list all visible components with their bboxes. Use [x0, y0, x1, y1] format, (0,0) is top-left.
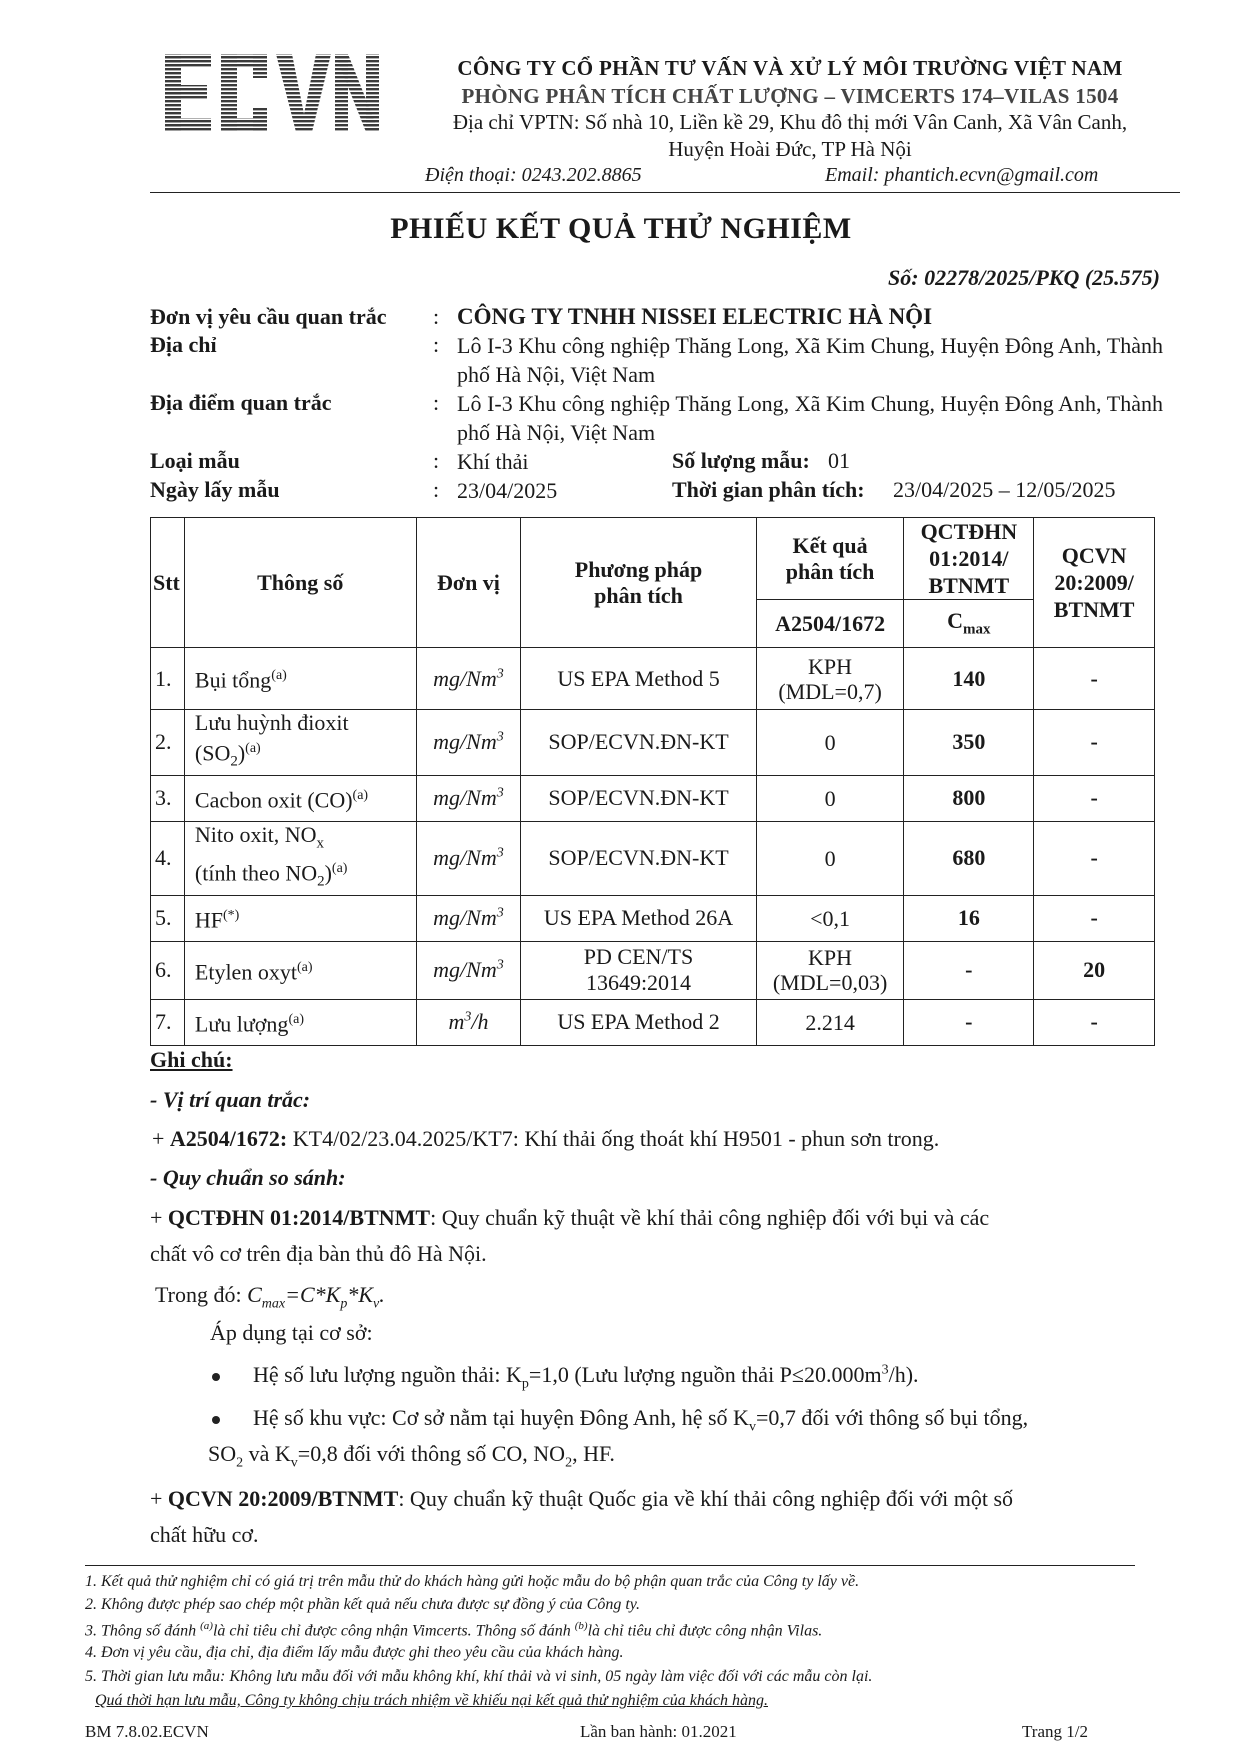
lab-name: PHÒNG PHÂN TÍCH CHẤT LƯỢNG – VIMCERTS 174–VILAS 1504 [461, 84, 1119, 108]
unit-sup: 3 [496, 958, 504, 973]
footnote-divider [85, 1565, 1135, 1566]
header-qc1-line1: QCTĐHN [920, 519, 1018, 544]
result-value-2: (MDL=0,03) [772, 970, 888, 996]
qc2-limit: - [1090, 665, 1098, 691]
unit-sup: 3 [464, 1010, 472, 1025]
result-value: 0 [824, 845, 836, 871]
stt-value: 7. [155, 1009, 172, 1035]
footnote-5: 5. Thời gian lưu mẫu: Không lưu mẫu đối với mẫu không khí, khí thải và vi sinh, 05 ngày làm việc đối với các mẫu còn lại. [85, 1668, 873, 1685]
bullet-2-text-2: $SO_2$ và $K_v=0,8$ đối với thông số CO, $NO_2$, HF. [208, 1441, 615, 1471]
sample-date-value: 23/04/2025 [457, 478, 558, 503]
header-result-line2: phân tích [785, 558, 875, 584]
cell-result [756, 895, 904, 941]
stt-value: 3. [155, 785, 172, 811]
bullet-1 [212, 1373, 220, 1381]
qc2-limit: 20 [1083, 957, 1106, 983]
address-line-1: Địa chỉ VPTN: Số nhà 10, Liền kề 29, Khu đô thị mới Vân Canh, Xã Vân Canh, [452, 110, 1128, 134]
unit-value: mg/Nm [433, 845, 497, 871]
method-value: SOP/ECVN.ĐN-KT [548, 729, 729, 755]
result-value: KPH [808, 945, 853, 971]
bullet-2 [212, 1416, 220, 1424]
sample-date-label: Ngày lấy mẫu [150, 477, 280, 502]
qc1-limit: - [965, 957, 973, 983]
cell-method [521, 895, 756, 941]
header-qc1-line3: BTNMT [928, 573, 1010, 598]
param-sup: (a) [352, 788, 369, 804]
cell-method [521, 775, 756, 821]
cell-param [184, 895, 416, 941]
footnote-4: 4. Đơn vị yêu cầu, địa chỉ, địa điểm lấy mẫu được ghi theo yêu cầu của khách hàng. [85, 1644, 624, 1661]
qc1-limit: 350 [952, 729, 986, 755]
param-name: Cacbon oxit (CO) [194, 787, 353, 813]
document-number: Số: 02278/2025/PKQ (25.575) [888, 265, 1160, 290]
address-line-2: Huyện Hoài Đức, TP Hà Nội [668, 137, 912, 161]
qc2-line2: chất hữu cơ. [150, 1522, 259, 1547]
site-value: Lô I-3 Khu công nghiệp Thăng Long, Xã Kim Chung, Huyện Đông Anh, Thành phố Hà Nội, Việt Nam [457, 391, 1163, 445]
cell-stt [151, 775, 185, 821]
cell-qc2 [1034, 941, 1155, 999]
param-name-2: (SO [194, 740, 231, 766]
page-number: Trang 1/2 [1022, 1722, 1088, 1741]
qc1-limit: 800 [952, 785, 986, 811]
site-label: Địa điểm quan trắc [150, 390, 332, 415]
param-name: Lưu lượng [194, 1011, 289, 1037]
cell-param [184, 710, 416, 776]
qc2-limit: - [1090, 845, 1098, 871]
logo-text: ECVN [163, 52, 166, 53]
requester-label: Đơn vị yêu cầu quan trắc [150, 304, 387, 329]
cell-param [184, 999, 416, 1045]
qc1-limit: 140 [952, 665, 986, 691]
sample-count-value: 01 [828, 448, 850, 473]
location-text: KT4/02/23.04.2025/KT7: Khí thải ống thoát khí H9501 - phun sơn trong. [287, 1126, 940, 1151]
sample-count-label: Số lượng mẫu: [672, 448, 810, 473]
table-row [151, 710, 1155, 776]
issue-number: Lần ban hành: 01.2021 [580, 1722, 737, 1741]
table-row [151, 895, 1155, 941]
cell-qc2 [1034, 775, 1155, 821]
location-heading: - Vị trí quan trắc: [150, 1087, 311, 1112]
cell-qc2 [1034, 710, 1155, 776]
analysis-time-value: 23/04/2025 – 12/05/2025 [893, 477, 1116, 502]
unit-sup: 3 [496, 845, 504, 861]
param-name: Etylen oxyt [194, 959, 297, 985]
header-result-line1: Kết quả [792, 532, 868, 558]
param-end: ) [237, 740, 246, 766]
results-table [150, 517, 1155, 1046]
cell-result [756, 648, 904, 710]
cell-unit [416, 710, 521, 776]
cmax-sub: max [963, 621, 991, 638]
colon: : [433, 304, 440, 329]
plus: + [150, 1486, 168, 1511]
sample-type-value: Khí thải [457, 449, 529, 474]
formula: $C_{max}=C*K_p*K_v$. [247, 1282, 385, 1312]
param-sup: (a) [271, 668, 287, 684]
cmax-label: C [947, 608, 964, 634]
cell-qc2 [1034, 821, 1155, 895]
bullet-1-text: Hệ số lưu lượng nguồn thải: $K_p=1,0$ (Lưu lượng nguồn thải $P\le 20.000m^3/h$). [253, 1362, 919, 1392]
param-name: HF [194, 907, 224, 933]
table-row [151, 648, 1155, 710]
unit-value: m [448, 1009, 465, 1035]
param-sub-2: 2 [230, 753, 238, 770]
qc1-text1: : Quy chuẩn kỹ thuật về khí thải công nghiệp đối với bụi và các [430, 1205, 990, 1230]
qc1-line [150, 1205, 1155, 1231]
standard-heading: - Quy chuẩn so sánh: [150, 1165, 346, 1190]
cell-method [521, 941, 756, 999]
cell-qc2 [1034, 648, 1155, 710]
table-row [151, 775, 1155, 821]
cell-stt [151, 941, 185, 999]
param-name: Lưu huỳnh đioxit [194, 710, 349, 735]
cell-method [521, 999, 756, 1045]
header-method-line2: phân tích [594, 582, 683, 608]
unit-value: mg/Nm [433, 957, 497, 983]
header-qc2 [1034, 518, 1155, 648]
header-qc1-line2: 01:2014/ [929, 546, 1009, 571]
table-header-row [151, 518, 1155, 600]
stt-value: 2. [155, 729, 172, 755]
notes-heading: Ghi chú: [150, 1047, 233, 1072]
document-title: PHIẾU KẾT QUẢ THỬ NGHIỆM [390, 212, 852, 245]
method-value: US EPA Method 5 [557, 665, 720, 691]
qc1-line2: chất vô cơ trên địa bàn thủ đô Hà Nội. [150, 1241, 487, 1266]
header-stt: Stt [151, 518, 185, 648]
cell-method [521, 648, 756, 710]
unit-sup: 3 [496, 785, 504, 801]
cell-unit [416, 999, 521, 1045]
cell-qc1 [904, 895, 1034, 941]
header-qc2-line3: BTNMT [1053, 597, 1135, 622]
cell-qc2 [1034, 895, 1155, 941]
header-qc2-line2: 20:2009/ [1054, 570, 1134, 595]
param-sup: (a) [331, 861, 348, 877]
cell-qc1 [904, 710, 1034, 776]
result-value-2: (MDL=0,7) [778, 678, 882, 704]
cell-unit [416, 941, 521, 999]
unit-value: mg/Nm [433, 905, 497, 931]
qc2-line [150, 1486, 1013, 1512]
method-value: US EPA Method 26A [543, 905, 734, 931]
cell-result [756, 775, 904, 821]
unit-value: mg/Nm [433, 665, 497, 691]
cell-result [756, 941, 904, 999]
header-qc1 [904, 518, 1034, 600]
header-sample-code: A2504/1672 [756, 600, 904, 648]
method-value: US EPA Method 2 [557, 1009, 720, 1035]
result-value: 0 [824, 729, 836, 755]
analysis-time-label: Thời gian phân tích: [672, 477, 865, 502]
header-result [756, 518, 904, 600]
ecvn-logo [163, 52, 381, 134]
header-divider [150, 192, 1180, 193]
cell-stt [151, 821, 185, 895]
qc2-limit: - [1090, 729, 1098, 755]
method-value: SOP/ECVN.ĐN-KT [548, 845, 729, 871]
colon: : [433, 390, 440, 415]
plus: + [152, 1126, 170, 1151]
colon: : [433, 477, 440, 502]
footnote-1: 1. Kết quả thử nghiệm chỉ có giá trị trên mẫu thử do khách hàng gửi hoặc mẫu do bộ phận quan trắc của Công ty lấy về. [85, 1573, 860, 1590]
company-name: CÔNG TY CỔ PHẦN TƯ VẤN VÀ XỬ LÝ MÔI TRƯỜNG VIỆT NAM [457, 56, 1123, 80]
formula-line [155, 1282, 385, 1312]
cell-stt [151, 999, 185, 1045]
cell-param [184, 648, 416, 710]
result-value: <0,1 [810, 905, 851, 931]
param-sub-2: 2 [317, 873, 325, 890]
qc2-limit: - [1090, 905, 1098, 931]
bullet-2-text: Hệ số khu vực: Cơ sở nằm tại huyện Đông Anh, hệ số $K_v=0,7$ đối với thông số bụi tổng, [253, 1405, 1029, 1435]
footnote-6: Quá thời hạn lưu mẫu, Công ty không chịu trách nhiệm về khiếu nại kết quả thử nghiệm của khách hàng. [95, 1692, 768, 1709]
qc1-limit: - [965, 1009, 973, 1035]
cell-stt [151, 648, 185, 710]
unit-end: /h [471, 1009, 489, 1035]
cell-method [521, 821, 756, 895]
table-row [151, 999, 1155, 1045]
formula-prefix: Trong đó: [155, 1282, 248, 1307]
address-value: Lô I-3 Khu công nghiệp Thăng Long, Xã Kim Chung, Huyện Đông Anh, Thành phố Hà Nội, Việt Nam [457, 333, 1163, 387]
form-code: BM 7.8.02.ECVN [85, 1722, 209, 1741]
qc1-limit: 16 [957, 905, 980, 931]
table-row [151, 821, 1155, 895]
cell-stt [151, 895, 185, 941]
param-sup: (a) [296, 960, 313, 976]
cell-param [184, 941, 416, 999]
unit-value: mg/Nm [433, 729, 497, 755]
stt-value: 4. [155, 845, 172, 871]
colon: : [433, 332, 440, 357]
plus: + [150, 1205, 168, 1230]
cell-qc1 [904, 941, 1034, 999]
location-code: A2504/1672: [169, 1126, 288, 1151]
cell-result [756, 821, 904, 895]
param-sup: (a) [288, 1012, 304, 1028]
qc2-name: QCVN 20:2009/BTNMT [167, 1486, 399, 1511]
cell-param [184, 775, 416, 821]
unit-value: mg/Nm [433, 785, 497, 811]
unit-sup: 3 [496, 666, 504, 682]
location-line [152, 1126, 939, 1152]
qc2-limit: - [1090, 1009, 1098, 1035]
cell-method [521, 710, 756, 776]
apply-line: Áp dụng tại cơ sở: [210, 1320, 373, 1345]
cell-qc1 [904, 775, 1034, 821]
param-name: Bụi tổng [194, 667, 272, 693]
address-label: Địa chỉ [150, 332, 217, 357]
cell-param [184, 821, 416, 895]
stt-value: 1. [155, 665, 172, 691]
cell-stt [151, 710, 185, 776]
qc1-name: QCTĐHN 01:2014/BTNMT [167, 1205, 431, 1230]
cell-qc2 [1034, 999, 1155, 1045]
unit-sup: 3 [496, 730, 504, 746]
param-name: Nito oxit, NO [194, 821, 317, 847]
footnote-2: 2. Không được phép sao chép một phần kết quả nếu chưa được sự đồng ý của Công ty. [85, 1596, 641, 1613]
cell-qc1 [904, 999, 1034, 1045]
method-value: SOP/ECVN.ĐN-KT [548, 785, 729, 811]
colon: : [433, 448, 440, 473]
email: Email: phantich.ecvn@gmail.com [825, 164, 1099, 186]
unit-sup: 3 [496, 906, 504, 921]
footnote-3: 3. Thông số đánh $^{(a)}$là chỉ tiêu chỉ được công nhận Vimcerts. Thông số đánh $^{(b)}$là chỉ tiêu chỉ được công nhận Vilas. [85, 1620, 823, 1640]
cell-unit [416, 775, 521, 821]
cell-unit [416, 821, 521, 895]
qc2-limit: - [1090, 785, 1098, 811]
header-cmax [904, 600, 1034, 648]
cell-qc1 [904, 648, 1034, 710]
header-unit: Đơn vị [416, 518, 521, 648]
qc2-text1: : Quy chuẩn kỹ thuật Quốc gia về khí thải công nghiệp đối với một số [398, 1486, 1014, 1511]
header-method-line1: Phương pháp [574, 556, 703, 582]
result-value: 2.214 [805, 1009, 855, 1035]
table-row [151, 941, 1155, 999]
param-sup: (*) [223, 908, 240, 924]
requester-value: CÔNG TY TNHH NISSEI ELECTRIC HÀ NỘI [457, 304, 933, 329]
cell-unit [416, 648, 521, 710]
method-value: PD CEN/TS [583, 944, 694, 970]
cell-qc1 [904, 821, 1034, 895]
stt-value: 5. [155, 905, 172, 931]
result-value: KPH [808, 653, 853, 679]
header-method [521, 518, 756, 648]
cell-result [756, 710, 904, 776]
param-sub: x [316, 835, 325, 852]
sample-type-label: Loại mẫu [150, 448, 240, 473]
stt-value: 6. [155, 957, 172, 983]
qc1-limit: 680 [952, 845, 986, 871]
method-value-2: 13649:2014 [585, 970, 692, 996]
header-qc2-line1: QCVN [1061, 543, 1127, 568]
header-param: Thông số [184, 518, 416, 648]
param-end: ) [324, 860, 332, 886]
param-sup: (a) [245, 741, 261, 756]
cell-result [756, 999, 904, 1045]
phone: Điện thoại: 0243.202.8865 [425, 164, 642, 186]
result-value: 0 [824, 785, 836, 811]
param-name-2: (tính theo NO [194, 860, 318, 886]
cell-unit [416, 895, 521, 941]
